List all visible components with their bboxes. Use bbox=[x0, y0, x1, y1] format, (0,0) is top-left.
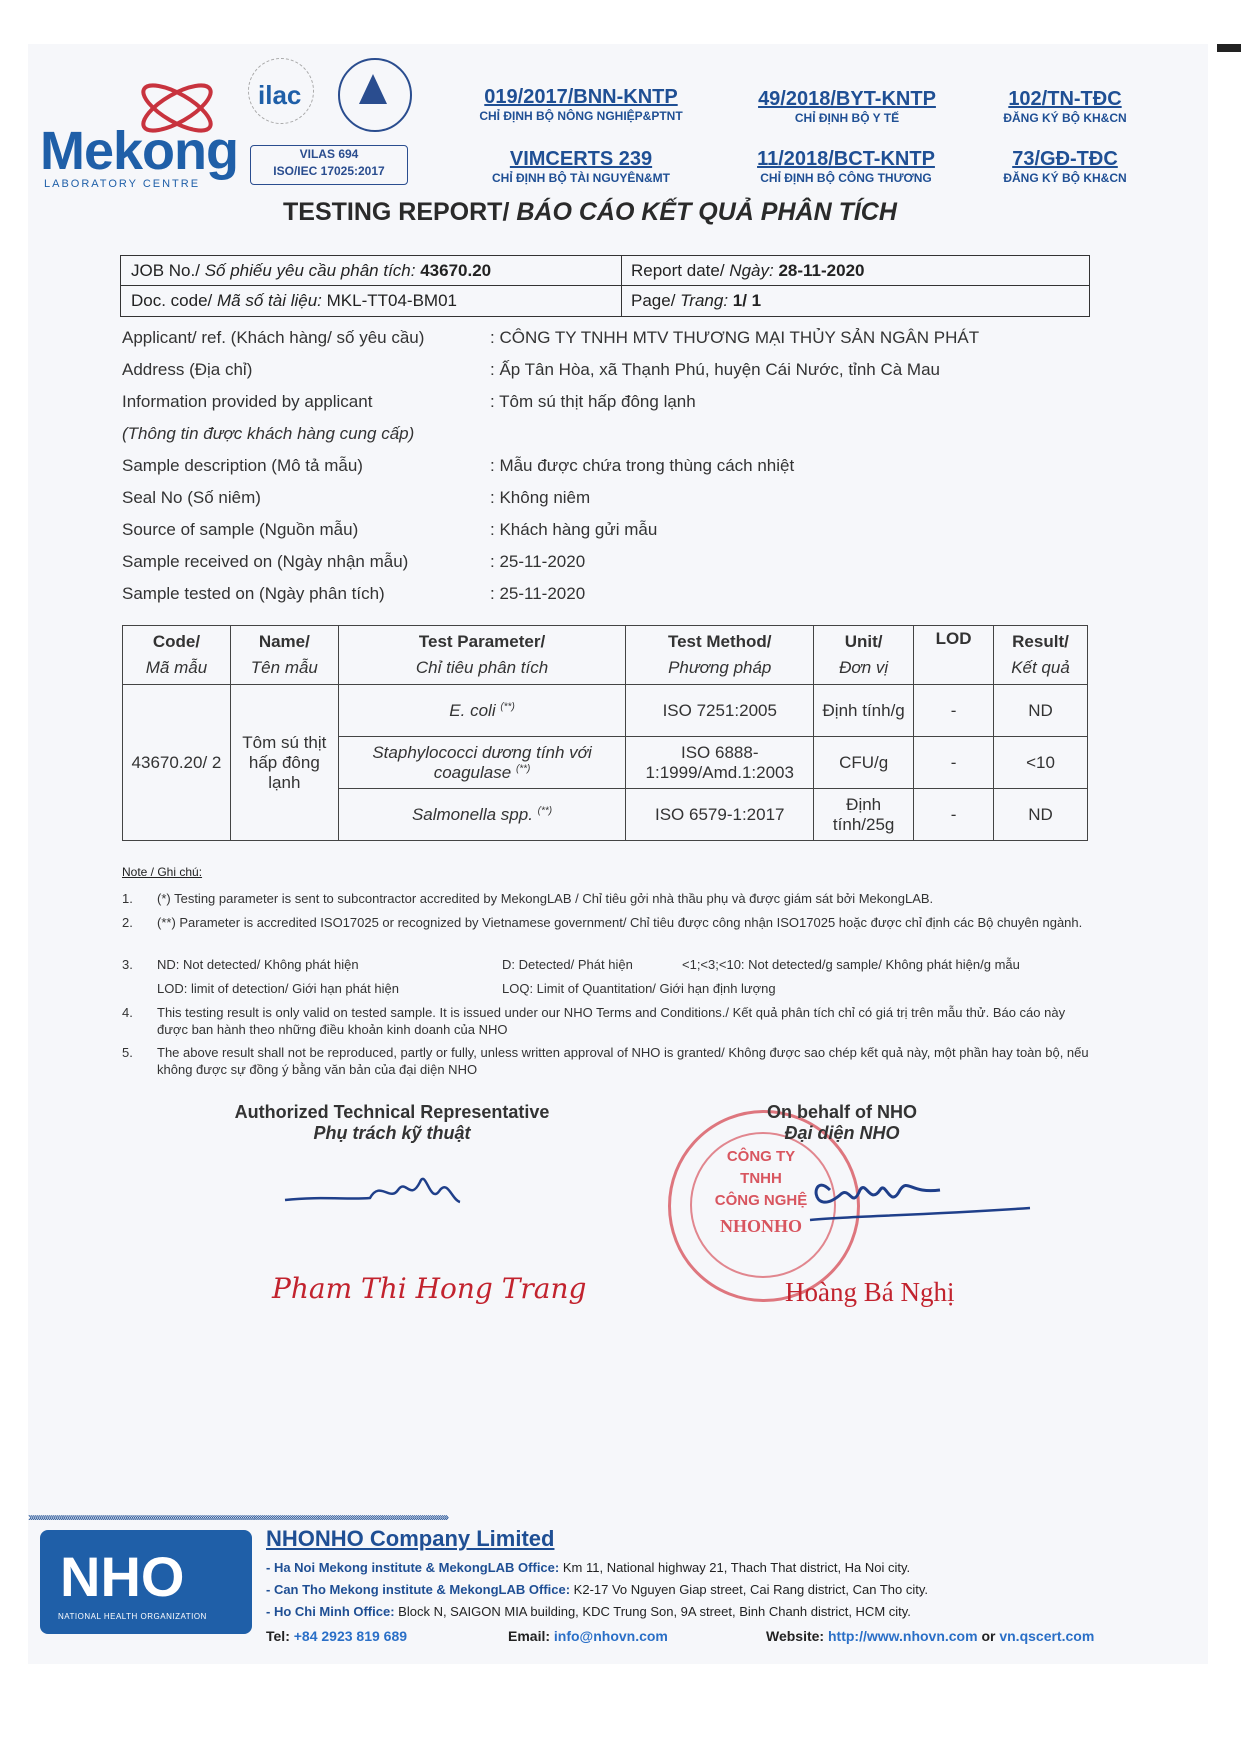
unit-cell: CFU/g bbox=[814, 737, 914, 789]
unit-cell: Định tính/g bbox=[814, 685, 914, 737]
note-item: 5. The above result shall not be reproduced, partly or fully, unless written approval of NHO is granted/ Không được sao chép kết quả này, một phần hay toàn bộ, nếu không được sự đồng ý bằng văn bản của đại diện NHO bbox=[122, 1045, 1089, 1077]
info-provided-label: Information provided by applicant bbox=[122, 392, 373, 411]
cert-desc: CHỈ ĐỊNH BỘ TÀI NGUYÊN&MT bbox=[492, 171, 670, 185]
signatory-name-left: Pham Thi Hong Trang bbox=[272, 1272, 587, 1305]
edge-mark bbox=[1217, 44, 1241, 52]
cert-6 bbox=[980, 148, 1150, 185]
note-item bbox=[122, 980, 1092, 1000]
applicant-label: Applicant/ ref. (Khách hàng/ số yêu cầu) bbox=[122, 328, 425, 347]
nho-representative: On behalf of NHO Đại diện NHO bbox=[767, 1102, 917, 1143]
result-cell: ND bbox=[994, 685, 1088, 737]
received-value: : 25-11-2020 bbox=[490, 552, 586, 571]
boa-triangle-icon bbox=[359, 74, 387, 104]
title-en: TESTING REPORT/ bbox=[283, 198, 510, 226]
info-provided-value: : Tôm sú thịt hấp đông lạnh bbox=[490, 392, 696, 411]
stamp-line: TNHH bbox=[740, 1170, 782, 1187]
parameter-cell: Salmonella spp. (**) bbox=[338, 789, 626, 841]
note-item: 2. (**) Parameter is accredited ISO17025 or recognized by Vietnamese government/ Chỉ tiêu được công nhận ISO17025 hoặc được chỉ định các Bộ chuyên ngành. bbox=[122, 915, 1083, 930]
notes-title: Note / Ghi chú: bbox=[122, 865, 203, 879]
header-result: Result/ Kết quả bbox=[994, 626, 1088, 685]
method-cell: ISO 6579-1:2017 bbox=[626, 789, 814, 841]
job-number: JOB No./ Số phiếu yêu cầu phân tích: 43670.20 bbox=[131, 261, 492, 280]
header-lod: LOD bbox=[914, 626, 994, 685]
cert-3 bbox=[980, 88, 1150, 125]
signatory-name-right: Hoàng Bá Nghị bbox=[785, 1277, 955, 1307]
sample-name: Tôm sú thịt hấp đông lạnh bbox=[230, 685, 338, 841]
note-detected: D: Detected/ Phát hiện bbox=[502, 957, 633, 972]
tested-value: : 25-11-2020 bbox=[490, 584, 586, 603]
note-item: 3. ND: Not detected/ Không phát hiện D: Detected/ Phát hiện <1;<3;<10: Not detected/g sample/ Không phát hiện/g mẫu bbox=[122, 957, 1020, 972]
vilas-number: VILAS 694 bbox=[299, 147, 359, 161]
source-value: : Khách hàng gửi mẫu bbox=[490, 520, 658, 539]
signature-left-icon bbox=[280, 1160, 500, 1240]
report-title bbox=[283, 198, 897, 227]
stamp-line: CÔNG NGHỆ bbox=[714, 1192, 808, 1209]
cert-desc: CHỈ ĐỊNH BỘ Y TẾ bbox=[794, 111, 900, 125]
header-code: Code/ Mã mẫu bbox=[123, 626, 231, 685]
page-number: Page/ Trang: 1/ 1 bbox=[631, 291, 762, 310]
lod-cell: - bbox=[914, 685, 994, 737]
cert-1 bbox=[450, 86, 712, 123]
footer-divider: ›››››››››››››››››››››››››››››››››››››››››››››››››››››››››››››››››››››››››››››››››››››››››››››››››››››››››››››››››››››››››››››››››››››››››››››››››››››››››››››››››››››››››››››››››››››››››››››››››››››››››››››››››› bbox=[28, 1510, 448, 1522]
cert-code: 11/2018/BCT-KNTP bbox=[757, 148, 935, 170]
cert-code: 102/TN-TĐC bbox=[1008, 88, 1122, 110]
lod-cell: - bbox=[914, 789, 994, 841]
lod-cell: - bbox=[914, 737, 994, 789]
cert-code: 73/GĐ-TĐC bbox=[1012, 148, 1118, 170]
contact-email: Email: info@nhovn.com bbox=[508, 1628, 668, 1644]
parameter-cell: E. coli (**) bbox=[338, 685, 626, 737]
stamp-line: CÔNG TY bbox=[726, 1148, 796, 1165]
office-line: - Ha Noi Mekong institute & MekongLAB Office: Km 11, National highway 21, Thach That district, Ha Noi city. bbox=[266, 1560, 911, 1575]
header-method: Test Method/ Phương pháp bbox=[626, 626, 814, 685]
vilas-iso: ISO/IEC 17025:2017 bbox=[273, 164, 385, 178]
office-line: - Ho Chi Minh Office: Block N, SAIGON MIA building, KDC Trung Son, 9A street, Binh Chanh district, HCM city. bbox=[266, 1604, 911, 1619]
cert-desc: CHỈ ĐỊNH BỘ NÔNG NGHIỆP&PTNT bbox=[479, 109, 683, 123]
note-not-detected-sample: <1;<3;<10: Not detected/g sample/ Không phát hiện/g mẫu bbox=[682, 957, 1020, 972]
company-name: NHONHO Company Limited bbox=[266, 1526, 555, 1551]
cert-code: 019/2017/BNN-KNTP bbox=[484, 86, 678, 108]
unit-cell: Định tính/25g bbox=[814, 789, 914, 841]
contact-website: Website: http://www.nhovn.com or vn.qscert.com bbox=[766, 1628, 1095, 1644]
method-cell: ISO 7251:2005 bbox=[626, 685, 814, 737]
parameter-cell: Staphylococci dương tính với coagulase (**) bbox=[338, 737, 626, 789]
cert-4 bbox=[450, 148, 712, 185]
note-loq: LOQ: Limit of Quantitation/ Giới hạn định lượng bbox=[502, 981, 776, 996]
ilac-label: ilac bbox=[258, 80, 302, 110]
source-label: Source of sample (Nguồn mẫu) bbox=[122, 520, 359, 539]
tested-label: Sample tested on (Ngày phân tích) bbox=[122, 584, 385, 603]
table-header-row bbox=[123, 626, 1088, 685]
cert-5 bbox=[730, 148, 962, 185]
sample-description-value: : Mẫu được chứa trong thùng cách nhiệt bbox=[490, 456, 795, 475]
result-cell: ND bbox=[994, 789, 1088, 841]
applicant-value: : CÔNG TY TNHH MTV THƯƠNG MẠI THỦY SẢN NGÂN PHÁT bbox=[490, 328, 980, 347]
address-value: : Ấp Tân Hòa, xã Thạnh Phú, huyện Cái Nước, tỉnh Cà Mau bbox=[490, 360, 940, 379]
address-label: Address (Địa chỉ) bbox=[122, 360, 253, 379]
cert-2 bbox=[738, 88, 956, 125]
cert-code: VIMCERTS 239 bbox=[509, 148, 653, 170]
nho-logo-subtitle: NATIONAL HEALTH ORGANIZATION bbox=[58, 1612, 207, 1621]
results-table bbox=[122, 625, 1088, 841]
office-line: - Can Tho Mekong institute & MekongLAB Office: K2-17 Vo Nguyen Giap street, Cai Rang district, Can Tho city. bbox=[266, 1582, 928, 1597]
sample-description-label: Sample description (Mô tả mẫu) bbox=[122, 456, 363, 475]
doc-code: Doc. code/ Mã số tài liệu: MKL-TT04-BM01 bbox=[131, 291, 457, 310]
mekong-logo bbox=[40, 70, 239, 190]
header-parameter: Test Parameter/ Chỉ tiêu phân tích bbox=[338, 626, 626, 685]
logo-subtitle: LABORATORY CENTRE bbox=[44, 178, 201, 190]
result-cell: <10 bbox=[994, 737, 1088, 789]
note-item: 4. This testing result is only valid on tested sample. It is issued under our NHO Terms and Conditions./ Kết quả phân tích chỉ có giá trị trên mẫu thử. Báo cáo này được ban hành theo những điều khoản kinh doanh của NHO bbox=[122, 1005, 1066, 1037]
cert-desc: CHỈ ĐỊNH BỘ CÔNG THƯƠNG bbox=[760, 171, 932, 185]
cert-code: 49/2018/BYT-KNTP bbox=[758, 88, 936, 110]
title-vi: BÁO CÁO KẾT QUẢ PHÂN TÍCH bbox=[516, 198, 897, 226]
header-name: Name/ Tên mẫu bbox=[230, 626, 338, 685]
received-label: Sample received on (Ngày nhận mẫu) bbox=[122, 552, 409, 571]
seal-value: : Không niêm bbox=[490, 488, 591, 507]
report-date: Report date/ Ngày: 28-11-2020 bbox=[631, 261, 865, 280]
seal-label: Seal No (Số niêm) bbox=[122, 488, 261, 507]
info-provided-label-vi: (Thông tin được khách hàng cung cấp) bbox=[122, 424, 415, 443]
signature-right-icon bbox=[790, 1150, 1080, 1240]
contact-tel: Tel: +84 2923 819 689 bbox=[266, 1628, 408, 1644]
nho-logo bbox=[40, 1530, 252, 1634]
note-item: 1. (*) Testing parameter is sent to subcontractor accredited by MekongLAB / Chỉ tiêu gởi nhà thầu phụ và được giám sát bởi MekongLAB. bbox=[122, 891, 934, 906]
note-lod: LOD: limit of detection/ Giới hạn phát hiện bbox=[157, 981, 399, 996]
sample-code: 43670.20/ 2 bbox=[123, 685, 231, 841]
method-cell: ISO 6888-1:1999/Amd.1:2003 bbox=[626, 737, 814, 789]
header-unit: Unit/ Đơn vị bbox=[814, 626, 914, 685]
table-row bbox=[123, 685, 1088, 737]
stamp-line: NHONHO bbox=[719, 1216, 802, 1236]
logo-wordmark: Mekong bbox=[40, 121, 239, 181]
vilas-box bbox=[250, 145, 408, 185]
nho-logo-text: NHO bbox=[60, 1545, 185, 1608]
cert-desc: ĐĂNG KÝ BỘ KH&CN bbox=[1003, 111, 1127, 125]
technical-representative: Authorized Technical Representative Phụ trách kỹ thuật bbox=[234, 1102, 550, 1143]
job-info-box bbox=[120, 255, 1090, 317]
cert-desc: ĐĂNG KÝ BỘ KH&CN bbox=[1003, 171, 1127, 185]
